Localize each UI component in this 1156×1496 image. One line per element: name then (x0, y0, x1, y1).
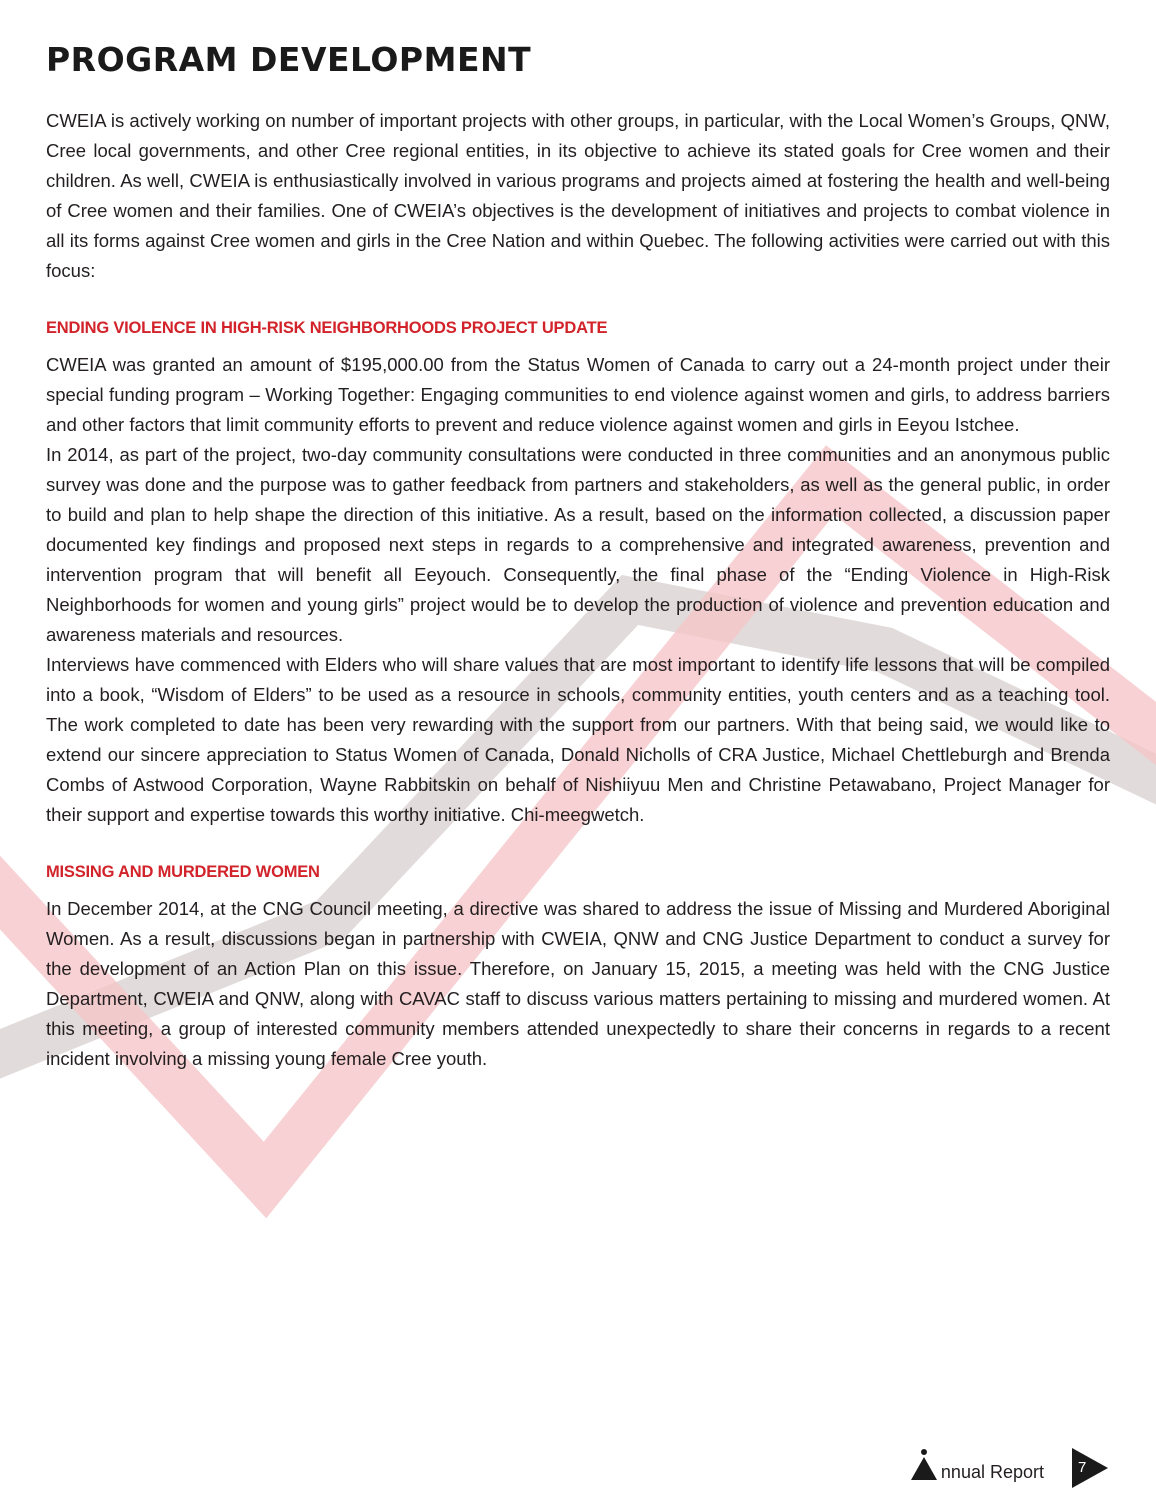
section-heading: MISSING AND MURDERED WOMEN (46, 863, 320, 881)
page-title: PROGRAM DEVELOPMENT (46, 40, 532, 79)
paragraph: In December 2014, at the CNG Council meeting, a directive was shared to address the issue of Missing and Murdered Aboriginal Women. As a result, discussions began in partnership with CWEIA, QNW and CNG Justice Department to conduct a survey for the development of an Action Plan on this issue. Therefore, on January 15, 2015, a meeting was held with the CNG Justice Department, CWEIA and QNW, along with CAVAC staff to discuss various matters pertaining to missing and murdered women. At this meeting, a group of interested community members attended unexpectedly to share their concerns in regards to a recent incident involving a missing young female Cree youth. (46, 898, 1110, 1069)
section-missing-murdered-women (46, 860, 1110, 1074)
paragraph: CWEIA was granted an amount of $195,000.00 from the Status Women of Canada to carry out a 24-month project under their special funding program – Working Together: Engaging communities to end violence against women and girls, to address barriers and other factors that limit community efforts to prevent and reduce violence against women and girls in Eeyou Istchee. (46, 354, 1110, 435)
section-ending-violence (46, 316, 1110, 830)
annual-report-logo (911, 1448, 1044, 1482)
intro-paragraph: CWEIA is actively working on number of important projects with other groups, in particular, with the Local Women’s Groups, QNW, Cree local governments, and other Cree regional entities, in its objective to achieve its stated goals for Cree women and their children. As well, CWEIA is enthusiastically involved in various programs and projects aimed at fostering the health and well-being of Cree women and their families. One of CWEIA’s objectives is the development of initiatives and projects to combat violence in all its forms against Cree women and girls in the Cree Nation and within Quebec. The following activities were carried out with this focus: (46, 110, 1110, 281)
page-content (46, 36, 1110, 1074)
page-badge (1072, 1448, 1108, 1488)
page-footer (911, 1436, 1108, 1496)
triangle-a-icon (911, 1448, 939, 1482)
paragraph: In 2014, as part of the project, two-day community consultations were conducted in three communities and an anonymous public survey was done and the purpose was to gather feedback from partners and stakeholders, as well as the general public, in order to build and plan to help shape the direction of this initiative. As a result, based on the information collected, a discussion paper documented key findings and proposed next steps in regards to a comprehensive and integrated awareness, prevention and intervention program that will benefit all Eeyouch. Consequently, the final phase of the “Ending Violence in High-Risk Neighborhoods for women and young girls” project would be to develop the production of violence and prevention education and awareness materials and resources. (46, 444, 1110, 645)
section-heading: ENDING VIOLENCE IN HIGH-RISK NEIGHBORHOODS PROJECT UPDATE (46, 319, 608, 337)
paragraph: Interviews have commenced with Elders who will share values that are most important to identify life lessons that will be compiled into a book, “Wisdom of Elders” to be used as a resource in schools, community entities, youth centers and as a teaching tool. The work completed to date has been very rewarding with the support from our partners. With that being said, we would like to extend our sincere appreciation to Status Women of Canada, Donald Nicholls of CRA Justice, Michael Chettleburgh and Brenda Combs of Astwood Corporation, Wayne Rabbitskin on behalf of Nishiiyuu Men and Christine Petawabano, Project Manager for their support and expertise towards this worthy initiative. Chi-meegwetch. (46, 654, 1110, 825)
page-number: 7 (1078, 1459, 1087, 1476)
footer-label: nnual Report (940, 1462, 1044, 1482)
